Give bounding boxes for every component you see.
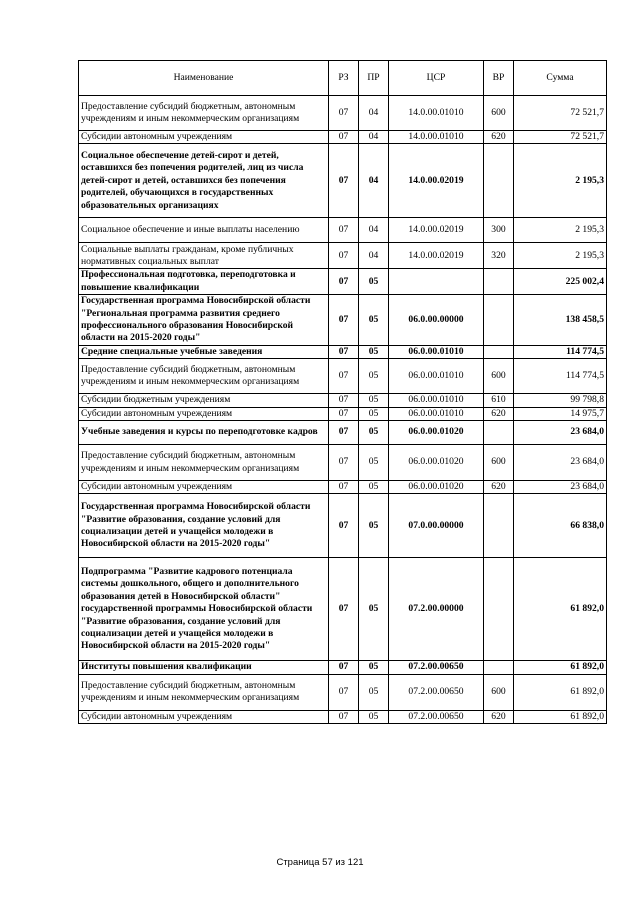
cell-vr (484, 661, 514, 674)
cell-name: Субсидии автономным учреждениям (79, 131, 329, 144)
cell-sum: 114 774,5 (514, 359, 607, 394)
table-row (79, 359, 607, 394)
cell-vr (484, 144, 514, 218)
header-vr: ВР (484, 61, 514, 96)
cell-csr: 06.0.00.01020 (389, 481, 484, 494)
cell-name: Подпрограмма "Развитие кадрового потенциала системы дошкольного, общего и дополнительного образования детей в Новосибирской области" государственной программы Новосибирской области "Развитие образования, создание условий для социализации детей и учащейся молодежи в Новосибирской области на 2015-2020 годы" (79, 558, 329, 661)
cell-name: Субсидии автономным учреждениям (79, 481, 329, 494)
header-sum: Сумма (514, 61, 607, 96)
cell-sum: 61 892,0 (514, 710, 607, 723)
cell-vr (484, 269, 514, 295)
cell-csr: 06.0.00.00000 (389, 295, 484, 346)
table-row (79, 295, 607, 346)
cell-rz: 07 (329, 710, 359, 723)
cell-sum: 225 002,4 (514, 269, 607, 295)
cell-vr: 620 (484, 407, 514, 420)
cell-csr: 07.2.00.00650 (389, 674, 484, 710)
cell-name: Социальное обеспечение детей-сирот и детей, оставшихся без попечения родителей, лиц из числа детей-сирот и детей, оставшихся без попечения родителей, обучающихся в государственных образовательных организациях (79, 144, 329, 218)
cell-pr: 04 (359, 218, 389, 243)
cell-csr: 06.0.00.01010 (389, 359, 484, 394)
cell-rz: 07 (329, 421, 359, 445)
table-row (79, 674, 607, 710)
table-row (79, 96, 607, 131)
cell-csr: 06.0.00.01010 (389, 394, 484, 407)
cell-pr: 05 (359, 345, 389, 358)
cell-name: Субсидии автономным учреждениям (79, 407, 329, 420)
cell-rz: 07 (329, 359, 359, 394)
table-row (79, 243, 607, 269)
cell-vr: 620 (484, 710, 514, 723)
header-rz: РЗ (329, 61, 359, 96)
cell-rz: 07 (329, 295, 359, 346)
cell-rz: 07 (329, 243, 359, 269)
cell-csr: 14.0.00.02019 (389, 144, 484, 218)
cell-csr: 14.0.00.01010 (389, 96, 484, 131)
cell-vr: 620 (484, 131, 514, 144)
cell-vr (484, 295, 514, 346)
cell-sum: 2 195,3 (514, 243, 607, 269)
cell-sum: 61 892,0 (514, 661, 607, 674)
cell-csr: 07.2.00.00650 (389, 710, 484, 723)
cell-csr (389, 269, 484, 295)
cell-rz: 07 (329, 96, 359, 131)
cell-sum: 23 684,0 (514, 445, 607, 481)
cell-pr: 04 (359, 96, 389, 131)
budget-table (78, 60, 607, 724)
cell-csr: 06.0.00.01010 (389, 345, 484, 358)
cell-pr: 04 (359, 243, 389, 269)
table-row (79, 421, 607, 445)
cell-vr: 610 (484, 394, 514, 407)
cell-pr: 05 (359, 295, 389, 346)
table-row (79, 661, 607, 674)
table-row (79, 558, 607, 661)
cell-sum: 138 458,5 (514, 295, 607, 346)
table-row (79, 345, 607, 358)
table-row (79, 710, 607, 723)
cell-rz: 07 (329, 269, 359, 295)
cell-csr: 07.2.00.00000 (389, 558, 484, 661)
cell-pr: 05 (359, 407, 389, 420)
cell-vr: 600 (484, 674, 514, 710)
table-row (79, 445, 607, 481)
cell-sum: 14 975,7 (514, 407, 607, 420)
cell-name: Институты повышения квалификации (79, 661, 329, 674)
header-csr: ЦСР (389, 61, 484, 96)
cell-name: Учебные заведения и курсы по переподготовке кадров (79, 421, 329, 445)
page-number: Страница 57 из 121 (276, 857, 364, 868)
cell-pr: 04 (359, 144, 389, 218)
cell-pr: 05 (359, 558, 389, 661)
cell-rz: 07 (329, 481, 359, 494)
cell-sum: 72 521,7 (514, 131, 607, 144)
cell-sum: 66 838,0 (514, 494, 607, 558)
cell-sum: 23 684,0 (514, 421, 607, 445)
cell-csr: 14.0.00.02019 (389, 218, 484, 243)
cell-pr: 05 (359, 674, 389, 710)
cell-pr: 05 (359, 661, 389, 674)
cell-vr: 300 (484, 218, 514, 243)
cell-csr: 06.0.00.01020 (389, 445, 484, 481)
cell-pr: 05 (359, 445, 389, 481)
table-row (79, 269, 607, 295)
cell-rz: 07 (329, 661, 359, 674)
cell-sum: 61 892,0 (514, 558, 607, 661)
cell-rz: 07 (329, 445, 359, 481)
table-body (79, 96, 607, 724)
cell-csr: 14.0.00.01010 (389, 131, 484, 144)
cell-vr: 600 (484, 445, 514, 481)
cell-pr: 04 (359, 131, 389, 144)
cell-vr (484, 494, 514, 558)
cell-pr: 05 (359, 710, 389, 723)
table-row (79, 218, 607, 243)
cell-name: Государственная программа Новосибирской области "Развитие образования, создание условий для социализации детей и учащейся молодежи в Новосибирской области на 2015-2020 годы" (79, 494, 329, 558)
table-row (79, 407, 607, 420)
cell-rz: 07 (329, 674, 359, 710)
cell-csr: 14.0.00.02019 (389, 243, 484, 269)
cell-name: Предоставление субсидий бюджетным, автономным учреждениям и иным некоммерческим организациям (79, 445, 329, 481)
cell-vr (484, 558, 514, 661)
cell-pr: 05 (359, 421, 389, 445)
table-row (79, 481, 607, 494)
table-row (79, 394, 607, 407)
cell-name: Предоставление субсидий бюджетным, автономным учреждениям и иным некоммерческим организациям (79, 674, 329, 710)
cell-name: Субсидии бюджетным учреждениям (79, 394, 329, 407)
cell-rz: 07 (329, 558, 359, 661)
cell-sum: 72 521,7 (514, 96, 607, 131)
cell-name: Средние специальные учебные заведения (79, 345, 329, 358)
table-row (79, 494, 607, 558)
cell-rz: 07 (329, 394, 359, 407)
table-row (79, 144, 607, 218)
cell-csr: 06.0.00.01010 (389, 407, 484, 420)
cell-sum: 114 774,5 (514, 345, 607, 358)
cell-rz: 07 (329, 407, 359, 420)
cell-name: Государственная программа Новосибирской области "Региональная программа развития среднего профессионального образования Новосибирской области на 2015-2020 годы" (79, 295, 329, 346)
cell-rz: 07 (329, 218, 359, 243)
cell-sum: 2 195,3 (514, 144, 607, 218)
cell-pr: 05 (359, 359, 389, 394)
cell-sum: 2 195,3 (514, 218, 607, 243)
cell-csr: 06.0.00.01020 (389, 421, 484, 445)
cell-name: Предоставление субсидий бюджетным, автономным учреждениям и иным некоммерческим организациям (79, 359, 329, 394)
cell-name: Социальные выплаты гражданам, кроме публичных нормативных социальных выплат (79, 243, 329, 269)
cell-sum: 61 892,0 (514, 674, 607, 710)
cell-rz: 07 (329, 494, 359, 558)
cell-csr: 07.0.00.00000 (389, 494, 484, 558)
cell-rz: 07 (329, 131, 359, 144)
cell-name: Субсидии автономным учреждениям (79, 710, 329, 723)
cell-name: Профессиональная подготовка, переподготовка и повышение квалификации (79, 269, 329, 295)
cell-vr: 600 (484, 96, 514, 131)
budget-sheet (78, 60, 606, 724)
cell-pr: 05 (359, 494, 389, 558)
cell-sum: 23 684,0 (514, 481, 607, 494)
cell-vr: 600 (484, 359, 514, 394)
cell-name: Предоставление субсидий бюджетным, автономным учреждениям и иным некоммерческим организациям (79, 96, 329, 131)
cell-pr: 05 (359, 394, 389, 407)
header-name: Наименование (79, 61, 329, 96)
cell-rz: 07 (329, 144, 359, 218)
cell-csr: 07.2.00.00650 (389, 661, 484, 674)
cell-vr (484, 421, 514, 445)
cell-vr: 320 (484, 243, 514, 269)
cell-pr: 05 (359, 269, 389, 295)
cell-pr: 05 (359, 481, 389, 494)
cell-rz: 07 (329, 345, 359, 358)
table-row (79, 131, 607, 144)
cell-name: Социальное обеспечение и иные выплаты населению (79, 218, 329, 243)
header-pr: ПР (359, 61, 389, 96)
cell-vr: 620 (484, 481, 514, 494)
cell-vr (484, 345, 514, 358)
cell-sum: 99 798,8 (514, 394, 607, 407)
table-header-row (79, 61, 607, 96)
